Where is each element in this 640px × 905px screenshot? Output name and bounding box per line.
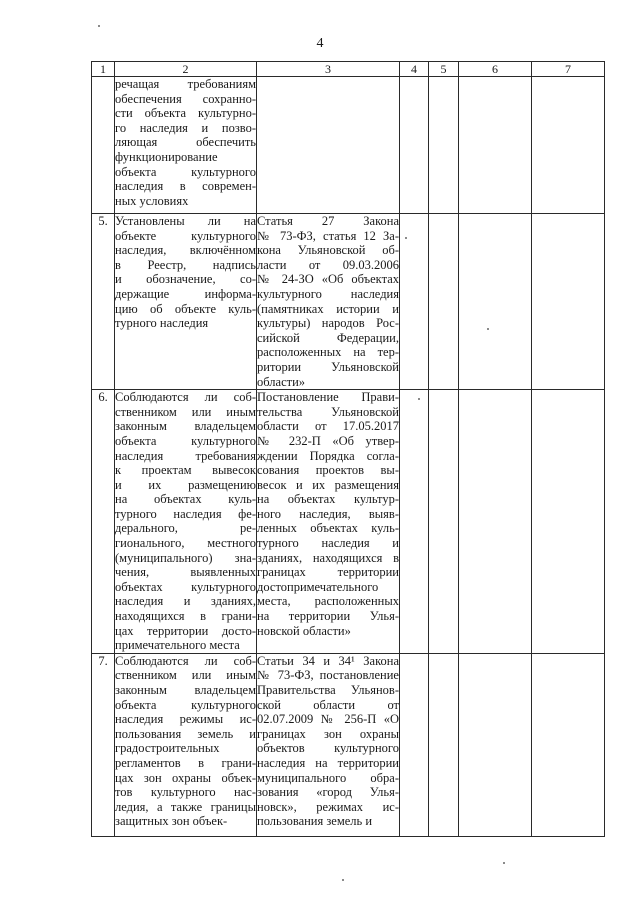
text-line: в Реестр, надпись — [115, 257, 256, 272]
text-line: области от 17.05.2017 — [257, 419, 399, 434]
text-line: цию об объекте куль- — [115, 301, 256, 316]
text-line: новск», режимах ис- — [257, 799, 399, 814]
text-line: объектах культурного — [115, 579, 256, 594]
empty-cell-col5 — [429, 214, 459, 390]
requirement-text — [115, 77, 257, 214]
text-line: ственником или иным — [115, 668, 256, 683]
text-line: границах зон охраны — [257, 726, 399, 741]
text-line: чения, выявленных — [115, 565, 256, 580]
scan-speck — [405, 237, 407, 239]
text-line: ледия, а также границы — [115, 799, 256, 814]
text-line: достопримечательного — [257, 579, 379, 594]
table-row — [92, 653, 605, 836]
header-row — [92, 62, 605, 77]
item-number — [92, 77, 115, 214]
scan-speck — [487, 328, 489, 330]
legal-basis-text — [257, 214, 400, 390]
text-line: Соблюдаются ли соб- — [115, 653, 256, 668]
text-line: 02.07.2009 № 256-П «О — [257, 712, 399, 727]
text-line: наследия режимы ис- — [115, 712, 256, 727]
empty-cell-col7 — [532, 77, 605, 214]
text-line: гионального, местного — [115, 536, 256, 551]
text-line: находящихся в грани- — [115, 609, 256, 624]
text-line: ской области от — [257, 697, 399, 712]
text-line: культуры) народов Рос- — [257, 316, 399, 331]
text-line: объекта культурного — [115, 697, 256, 712]
text-line: к проектам вывесок — [115, 463, 256, 478]
text-line: наследия на территории — [257, 755, 399, 770]
text-line: наследия, включённом — [115, 243, 256, 258]
text-line: Постановление Прави- — [257, 390, 399, 405]
column-header-3: 3 — [257, 62, 400, 77]
text-line: наследия в современ- — [115, 179, 256, 194]
text-line: Статьи 34 и 34¹ Закона — [257, 653, 399, 668]
text-line: ляющая обеспечить — [115, 135, 256, 150]
text-line: функционирование — [115, 149, 218, 164]
text-line: Статья 27 Закона — [257, 214, 399, 228]
text-line: сийской Федерации, — [257, 330, 399, 345]
text-line: пользования земель и — [115, 726, 256, 741]
requirement-text — [115, 214, 257, 390]
empty-cell-col6 — [459, 390, 532, 654]
text-line: границах территории — [257, 565, 399, 580]
text-line: № 24-ЗО «Об объектах — [257, 272, 399, 287]
text-line: (памятниках истории и — [257, 301, 399, 316]
text-line: и обозначение, со- — [115, 272, 256, 287]
text-line: цах территории досто- — [115, 623, 256, 638]
text-line: турного наследия и — [257, 536, 399, 551]
text-line: цах зон охраны объек- — [115, 770, 256, 785]
item-number: 7. — [92, 653, 115, 836]
text-line: го наследия и позво- — [115, 120, 256, 135]
text-line: турного наследия — [115, 316, 209, 331]
text-line: места, расположенных — [257, 594, 399, 609]
inspection-checklist-table — [91, 61, 605, 837]
empty-cell-col5 — [429, 653, 459, 836]
text-line: ных условиях — [115, 193, 189, 208]
text-line: культурного наследия — [257, 286, 399, 301]
text-line: наследия и зданиях, — [115, 594, 256, 609]
text-line: ритории Ульяновской — [257, 359, 399, 374]
empty-cell-col4 — [400, 653, 429, 836]
table-row — [92, 77, 605, 214]
empty-cell-col4 — [400, 390, 429, 654]
scan-speck — [503, 862, 505, 864]
text-line: объектов культурного — [257, 741, 399, 756]
text-line: на объектах куль- — [115, 492, 256, 507]
text-line: наследия требования — [115, 448, 256, 463]
column-header-5: 5 — [429, 62, 459, 77]
scan-speck — [98, 25, 100, 27]
text-line: пользования земель и — [257, 814, 373, 829]
text-line: сти объекта культурно- — [115, 106, 256, 121]
column-header-2: 2 — [115, 62, 257, 77]
text-line: муниципального обра- — [257, 770, 399, 785]
legal-basis-text — [257, 77, 400, 214]
empty-cell-col4 — [400, 214, 429, 390]
text-line: ласти от 09.03.2006 — [257, 257, 399, 272]
text-line: на объектах культур- — [257, 492, 399, 507]
text-line: примечательного места — [115, 638, 240, 653]
empty-cell-col7 — [532, 653, 605, 836]
empty-cell-col7 — [532, 214, 605, 390]
text-line: № 73-ФЗ, статья 12 За- — [257, 228, 399, 243]
text-line: новской области» — [257, 623, 351, 638]
text-line: речащая требованиям — [115, 77, 256, 91]
empty-cell-col5 — [429, 390, 459, 654]
text-line: и их размещению — [115, 477, 256, 492]
text-line: зданиях, находящихся в — [257, 550, 399, 565]
text-line: (муниципального) зна- — [115, 550, 256, 565]
column-header-1: 1 — [92, 62, 115, 77]
text-line: объекта культурного — [115, 164, 256, 179]
text-line: расположенных на тер- — [257, 345, 399, 360]
requirement-text — [115, 390, 257, 654]
text-line: № 73-ФЗ, постановление — [257, 668, 399, 683]
legal-basis-text — [257, 390, 400, 654]
empty-cell-col5 — [429, 77, 459, 214]
text-line: ждении Порядка согла- — [257, 448, 399, 463]
text-line: ленных объектах куль- — [257, 521, 399, 536]
item-number: 6. — [92, 390, 115, 654]
empty-cell-col6 — [459, 77, 532, 214]
text-line: кона Ульяновской об- — [257, 243, 399, 258]
text-line: области» — [257, 374, 306, 389]
empty-cell-col7 — [532, 390, 605, 654]
column-header-7: 7 — [532, 62, 605, 77]
table-row — [92, 214, 605, 390]
page-number: 4 — [316, 36, 324, 51]
requirement-text — [115, 653, 257, 836]
item-number: 5. — [92, 214, 115, 390]
table-row — [92, 390, 605, 654]
text-line: обеспечения сохранно- — [115, 91, 256, 106]
text-line: градостроительных — [115, 741, 220, 756]
scan-speck — [342, 879, 344, 881]
scan-speck — [418, 398, 420, 400]
empty-cell-col4 — [400, 77, 429, 214]
text-line: турного наследия фе- — [115, 506, 256, 521]
text-line: держащие информа- — [115, 286, 256, 301]
text-line: Установлены ли на — [115, 214, 256, 228]
text-line: зования «город Улья- — [257, 785, 399, 800]
text-line: объекте культурного — [115, 228, 256, 243]
text-line: сования проектов вы- — [257, 463, 399, 478]
empty-cell-col6 — [459, 653, 532, 836]
column-header-4: 4 — [400, 62, 429, 77]
text-line: ственником или иным — [115, 404, 256, 419]
text-line: Правительства Ульянов- — [257, 683, 399, 697]
text-line: на территории Улья- — [257, 609, 399, 624]
text-line: регламентов в грани- — [115, 755, 256, 770]
text-line: № 232-П «Об утвер- — [257, 433, 399, 448]
empty-cell-col6 — [459, 214, 532, 390]
legal-basis-text — [257, 653, 400, 836]
text-line: Соблюдаются ли соб- — [115, 390, 256, 405]
text-line: законным владельцем — [115, 683, 256, 697]
text-line: защитных зон объек- — [115, 814, 228, 829]
text-line: весок и их размещения — [257, 477, 399, 492]
text-line: ного наследия, выяв- — [257, 506, 399, 521]
text-line: тельства Ульяновской — [257, 404, 399, 419]
text-line: законным владельцем — [115, 419, 256, 434]
text-line: тов культурного нас- — [115, 785, 256, 800]
column-header-6: 6 — [459, 62, 532, 77]
text-line: объекта культурного — [115, 433, 256, 448]
text-line: дерального, ре- — [115, 521, 256, 536]
